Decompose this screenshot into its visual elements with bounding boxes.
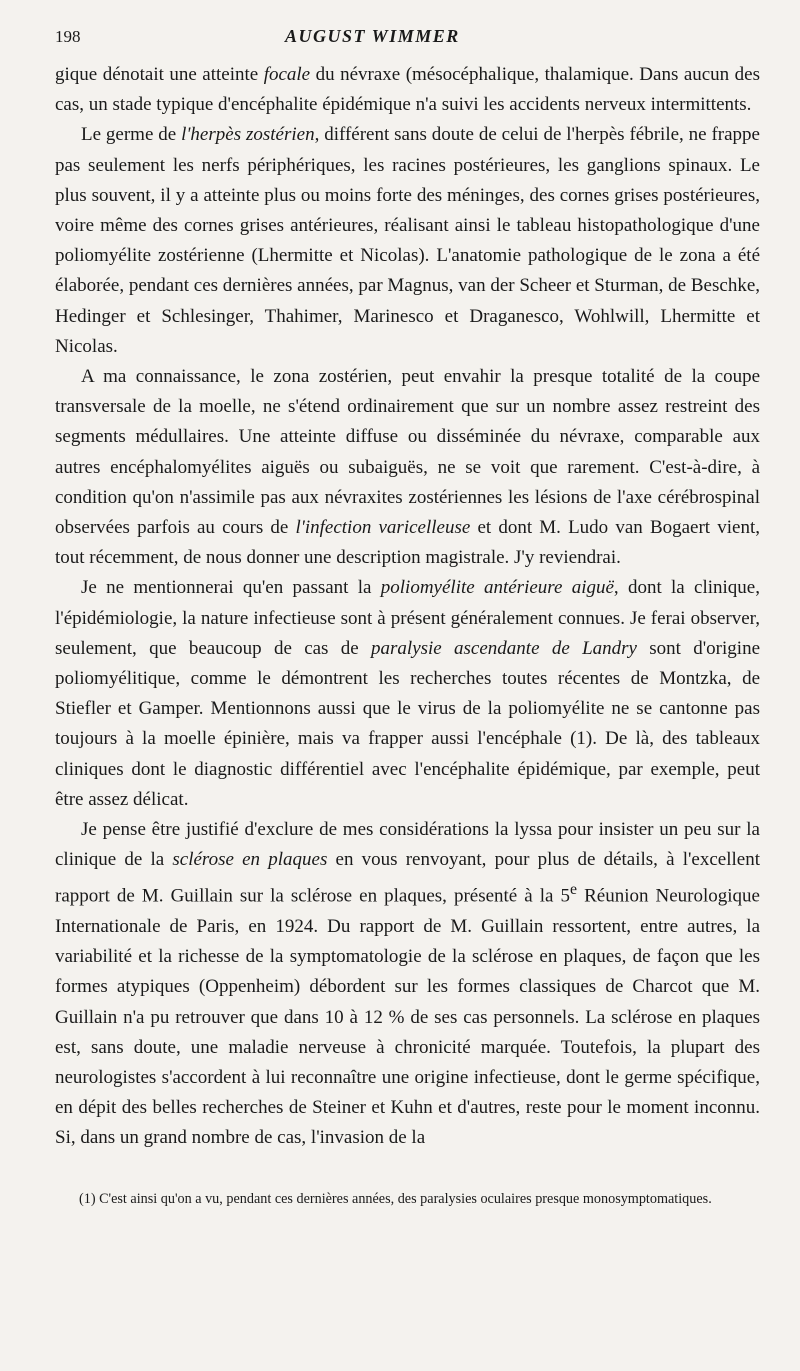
page-number: 198 xyxy=(55,27,81,46)
text-run: Réunion Neurologique Internationale de Paris, en 1924. Du rapport de M. Guillain ressortent, entre autres, la variabilité et la richesse de la symptomatologie de la sclérose en plaques, de façon que les formes atypiques (Oppenheim) débordent sur les formes classiques de Charcot que M. Guillain n'a pu retrouver que dans 10 à 12 % de ses cas personnels. La sclérose en plaques est, sans doute, une maladie nerveuse à chronicité marquée. Toutefois, la plupart des neurologistes s'accordent à lui reconnaître une origine infectieuse, dont le germe spécifique, en dépit des belles recherches de Steiner et Kuhn et d'autres, reste pour le moment inconnu. Si, dans un grand nombre de cas, l'invasion de la xyxy=(55,885,760,1149)
superscript: e xyxy=(570,881,578,899)
text-run: , différent sans doute de celui de l'herpès fébrile, ne frappe pas seulement les nerfs périphériques, les racines postérieures, les ganglions spinaux. Le plus souvent, il y a atteinte plus ou moins forte des méninges, des cornes grises postérieures, voire même des cornes grises antérieures, réalisant ainsi le tableau histopathologique d'une poliomyélite zostérienne (Lhermitte et Nicolas). L'anatomie pathologique de le zona a été élaborée, pendant ces dernières années, par Magnus, van der Scheer et Sturman, de Beschke, Hedinger et Schlesinger, Thahimer, Marinesco et Draganesco, Wohlwill, Lhermitte et Nicolas. xyxy=(55,124,760,357)
paragraph-1 xyxy=(55,60,760,120)
italic-term: l'infection varicelleuse xyxy=(295,517,471,539)
italic-term: paralysie ascendante de Landry xyxy=(371,637,637,659)
running-head: AUGUST WIMMER xyxy=(285,26,460,46)
text-run: , dont la clinique, l'épidémiologie, la nature infectieuse sont à présent généralement connues. Je ferai observer, seulement, que beaucoup de cas de xyxy=(55,577,760,659)
text-run: en vous renvoyant, pour plus de détails, à l'excellent rapport de M. Guillain sur la sclérose en plaques, présenté à la 5 xyxy=(55,849,760,907)
italic-term: sclérose en plaques xyxy=(172,849,328,871)
text-run: sont d'origine poliomyélitique, comme le démontrent les recherches toutes récentes de Montzka, de Stiefler et Gamper. Mentionnons aussi que le virus de la poliomyélite ne se cantonne pas toujours à la moelle épinière, mais va frapper aussi l'encéphale (1). De là, des tableaux cliniques dont le diagnostic différentiel avec l'encéphalite épidémique, par exemple, peut être assez délicat. xyxy=(55,637,761,810)
italic-term: l'herpès zostérien xyxy=(181,124,315,146)
body-text xyxy=(55,60,760,1154)
text-run: gique dénotait une atteinte xyxy=(55,64,264,85)
text-run: A ma connaissance, le zona zostérien, peut envahir la presque totalité de la coupe transversale de la moelle, ne s'étend ordinairement que sur un nombre assez restreint des segments médullaires. Une atteinte diffuse ou disséminée du névraxe, comparable aux autres encéphalomyélites aiguës ou subaiguës, ne se voit que rarement. C'est-à-dire, à condition qu'on n'assimile pas aux névraxites zostériennes les lésions de l'axe cérébrospinal observées parfois au cours de xyxy=(55,366,760,539)
paragraph-5 xyxy=(55,815,760,1154)
text-run: Je ne mentionnerai qu'en passant la xyxy=(81,577,381,599)
italic-term: focale xyxy=(263,64,311,85)
paragraph-4 xyxy=(55,573,760,815)
text-run: et dont M. Ludo van Bogaert vient, tout récemment, de nous donner une description magistrale. J'y reviendrai. xyxy=(55,517,760,569)
text-run: du névraxe (mésocéphalique, thalamique. Dans aucun des cas, un stade typique d'encéphalite épidémique n'a suivi les accidents nerveux intermittents. xyxy=(55,64,760,116)
italic-term: poliomyélite antérieure aiguë xyxy=(380,577,614,599)
paragraph-2 xyxy=(55,120,760,362)
paragraph-3 xyxy=(55,362,760,573)
text-run: Je pense être justifié d'exclure de mes considérations la lyssa pour insister un peu sur la clinique de la xyxy=(55,819,760,871)
text-run: Le germe de xyxy=(81,124,182,146)
page-header xyxy=(55,26,760,60)
footnote: (1) C'est ainsi qu'on a vu, pendant ces dernières années, des paralysies oculaires presque monosymptomatiques. xyxy=(79,1190,712,1207)
